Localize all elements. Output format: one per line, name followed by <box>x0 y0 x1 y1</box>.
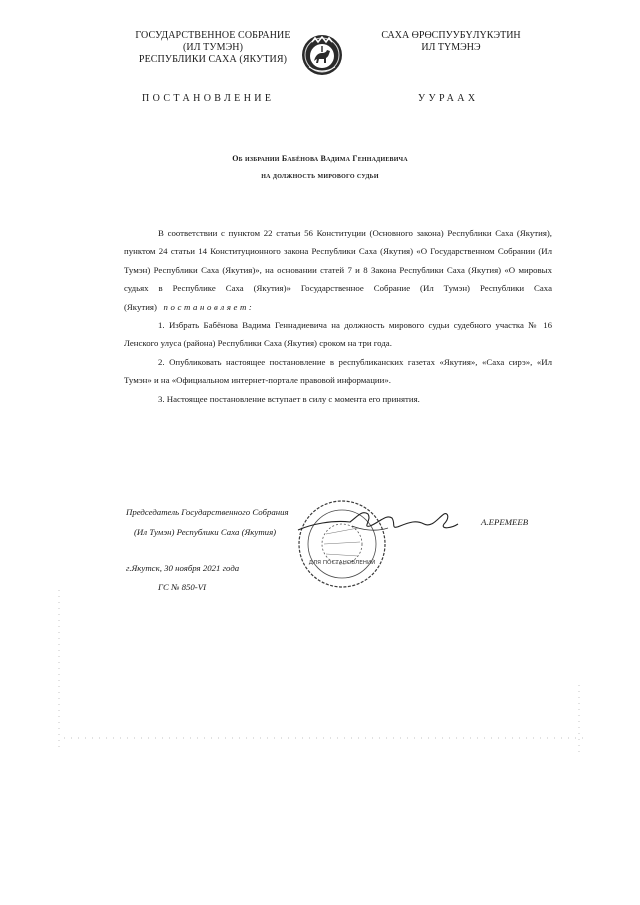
document-number: ГС № 850-VI <box>158 582 206 592</box>
preamble-paragraph <box>124 224 552 316</box>
document-title <box>150 150 490 184</box>
place-and-date <box>126 559 239 597</box>
signatory-title <box>126 505 289 539</box>
scan-artifact-dots <box>64 733 584 743</box>
decree-item: 1. Избрать Бабёнова Вадима Геннадиевича на должность мирового судьи судебного участка № 16 Ленского улуса (района) Республики Саха (Якутия) сроком на три года. <box>124 320 552 349</box>
scan-artifact-margin-left <box>58 590 60 750</box>
preamble-text: В соответствии с пунктом 22 статьи 56 Конституции (Основного закона) Республики Саха (Якутия), пунктом 24 статьи 14 Конституционного закона Республики Саха (Якутия) «О Государственном Собрании (Ил Тумэн) Республики Саха (Якутия)», на основании статей 7 и 8 Закона Республики Саха (Якутия) «О мировых судьях в Республике Саха (Якутия)» Государственное Собрание (Ил Тумэн) Республики Саха (Якутия) <box>124 228 552 312</box>
signatory-name: А.ЕРЕМЕЕВ <box>481 517 529 527</box>
header-left-block <box>118 30 308 66</box>
document-body <box>124 224 552 408</box>
scan-artifact-margin-right <box>578 685 580 755</box>
doc-type-russian: ПОСТАНОВЛЕНИЕ <box>142 93 275 104</box>
header-left-line: ГОСУДАРСТВЕННОЕ СОБРАНИЕ <box>135 30 291 41</box>
title-line-2: на должность мирового судьи <box>261 171 379 180</box>
signatory-title-line-1: Председатель Государственного Собрания <box>126 507 289 517</box>
seal-text: ДЛЯ ПОСТАНОВЛЕНИЙ <box>308 560 376 566</box>
header-right-block <box>356 30 546 54</box>
place-date-line: г.Якутск, 30 ноября 2021 года <box>126 563 240 573</box>
handwritten-signature <box>292 504 462 540</box>
decree-word: постановляет: <box>163 301 255 312</box>
header-right-line: САХА ӨРӨСПУУБҮЛҮКЭТИН <box>381 30 521 41</box>
decree-item: 2. Опубликовать настоящее постановление в республиканских газетах «Якутия», «Саха сирэ», «Ил Тумэн» и на «Официальном интернет-портале правовой информации». <box>124 356 552 386</box>
title-line-1: Об избрании Бабёнова Вадима Геннадиевича <box>232 154 408 163</box>
signatory-title-line-2: (Ил Тумэн) Республики Саха (Якутия) <box>134 527 277 537</box>
doc-type-yakut: УУРААХ <box>418 93 479 104</box>
header-left-line: РЕСПУБЛИКИ САХА (ЯКУТИЯ) <box>138 54 288 65</box>
coat-of-arms-emblem-icon <box>300 33 344 77</box>
header-right-line: ИЛ ТҮМЭНЭ <box>421 42 481 53</box>
header-left-line: (ИЛ ТУМЭН) <box>182 42 244 53</box>
decree-item: 3. Настоящее постановление вступает в силу с момента его принятия. <box>158 393 420 404</box>
